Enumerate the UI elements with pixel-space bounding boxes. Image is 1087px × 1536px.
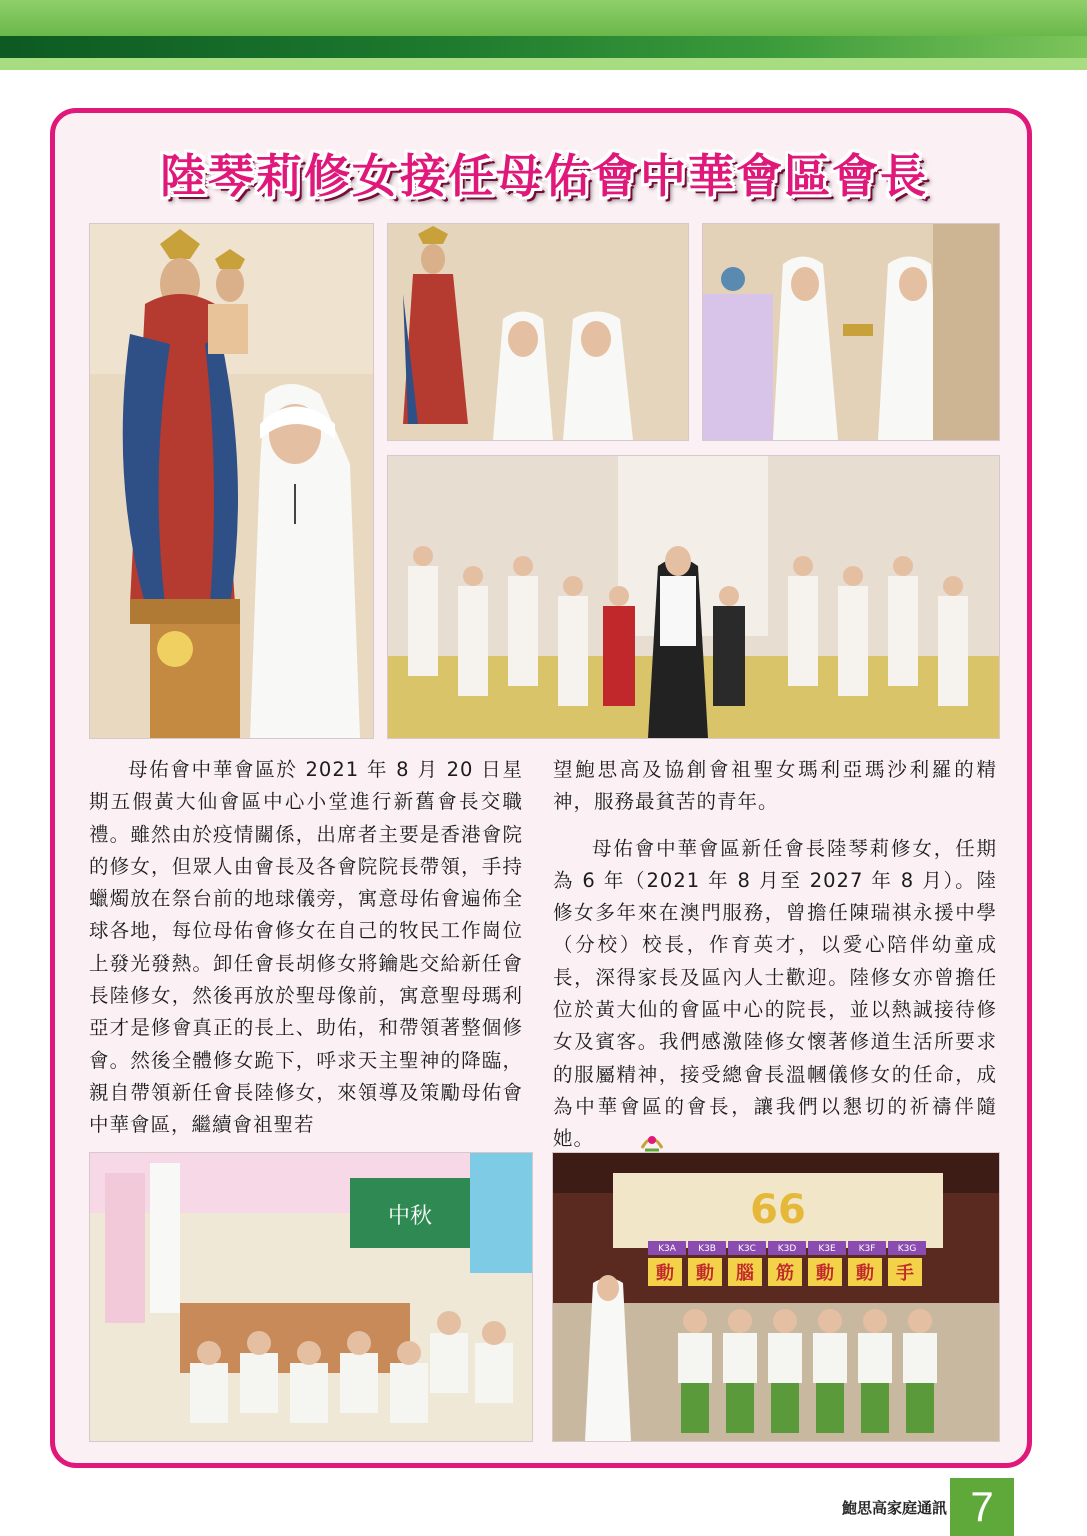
class-tag-k3c: K3C bbox=[738, 1244, 756, 1254]
photo-key-handover bbox=[702, 223, 1000, 441]
class-tag-k3d: K3D bbox=[777, 1244, 797, 1254]
banner-char-2: 動 bbox=[696, 1263, 714, 1284]
banner-char-6: 動 bbox=[856, 1263, 874, 1284]
class-tag-k3b: K3B bbox=[698, 1244, 716, 1254]
photo-classroom-mid-autumn bbox=[89, 1152, 533, 1442]
class-tag-k3g: K3G bbox=[897, 1244, 917, 1254]
article-column-left bbox=[89, 754, 523, 1142]
header-band-light bbox=[0, 58, 1087, 70]
photo-statue-with-sister bbox=[89, 223, 374, 739]
photo-two-sisters-statue bbox=[387, 223, 689, 441]
class-tag-k3f: K3F bbox=[858, 1244, 876, 1254]
article-paragraph-1: 母佑會中華會區於 2021 年 8 月 20 日星期五假黃大仙會區中心小堂進行新舊會長交職禮。雖然由於疫情關係，出席者主要是香港會院的修女，但眾人由會長及各會院院長帶領，手持蠟燭放在祭台前的地球儀旁，寓意母佑會遍佈全球各地，每位母佑會修女在自己的牧民工作崗位上發光發熱。卸任會長胡修女將鑰匙交給新任會長陸修女，然後再放於聖母像前，寓意聖母瑪利亞才是修會真正的長上、助佑，和帶領著整個修會。然後全體修女跪下，呼求天主聖神的降臨，親自帶領新任會長陸修女，來領導及策勵母佑會中華會區，繼續會祖聖若 bbox=[89, 758, 523, 1137]
photo-stage-event bbox=[552, 1152, 1000, 1442]
photo-children-ceremony bbox=[387, 455, 1000, 739]
article-paragraph-1-continued: 望鮑思高及協創會祖聖女瑪利亞瑪沙利羅的精神，服務最貧苦的青年。 bbox=[553, 758, 997, 814]
page-number: 7 bbox=[950, 1478, 1014, 1536]
class-tag-k3e: K3E bbox=[818, 1244, 836, 1254]
article-title: 陸琴莉修女接任母佑會中華會區會長 bbox=[160, 149, 928, 203]
article-paragraph-2 bbox=[553, 833, 997, 1156]
classroom-sign-text: 中秋 bbox=[387, 1204, 433, 1229]
header-band-top bbox=[0, 0, 1087, 36]
article-paragraph-2-text: 母佑會中華會區新任會長陸琴莉修女，任期為 6 年（2021 年 8 月至 2027 年 8 月）。陸修女多年來在澳門服務，曾擔任陳瑞祺永援中學（分校）校長，作育英才，以愛心陪伴幼童成長，深得家長及區內人士歡迎。陸修女亦曾擔任位於黃大仙的會區中心的院長，並以熱誠接待修女及賓客。我們感激陸修女懷著修道生活所要求的服屬精神，接受總會長溫幗儀修女的任命，成為中華會區的會長，讓我們以懇切的祈禱伴隨她。 bbox=[553, 836, 997, 1151]
stage-number-text: 66 bbox=[750, 1187, 806, 1233]
banner-char-4: 筋 bbox=[776, 1263, 794, 1284]
article-column-right bbox=[553, 754, 997, 1156]
class-tag-k3a: K3A bbox=[658, 1244, 676, 1254]
banner-char-3: 腦 bbox=[736, 1263, 754, 1284]
banner-char-1: 動 bbox=[656, 1263, 674, 1284]
publication-name: 鮑思高家庭通訊 bbox=[842, 1499, 948, 1517]
banner-char-7: 手 bbox=[896, 1263, 914, 1284]
banner-char-5: 動 bbox=[816, 1263, 834, 1284]
end-mark-icon bbox=[600, 1128, 626, 1152]
header-band-dark bbox=[0, 36, 1087, 58]
